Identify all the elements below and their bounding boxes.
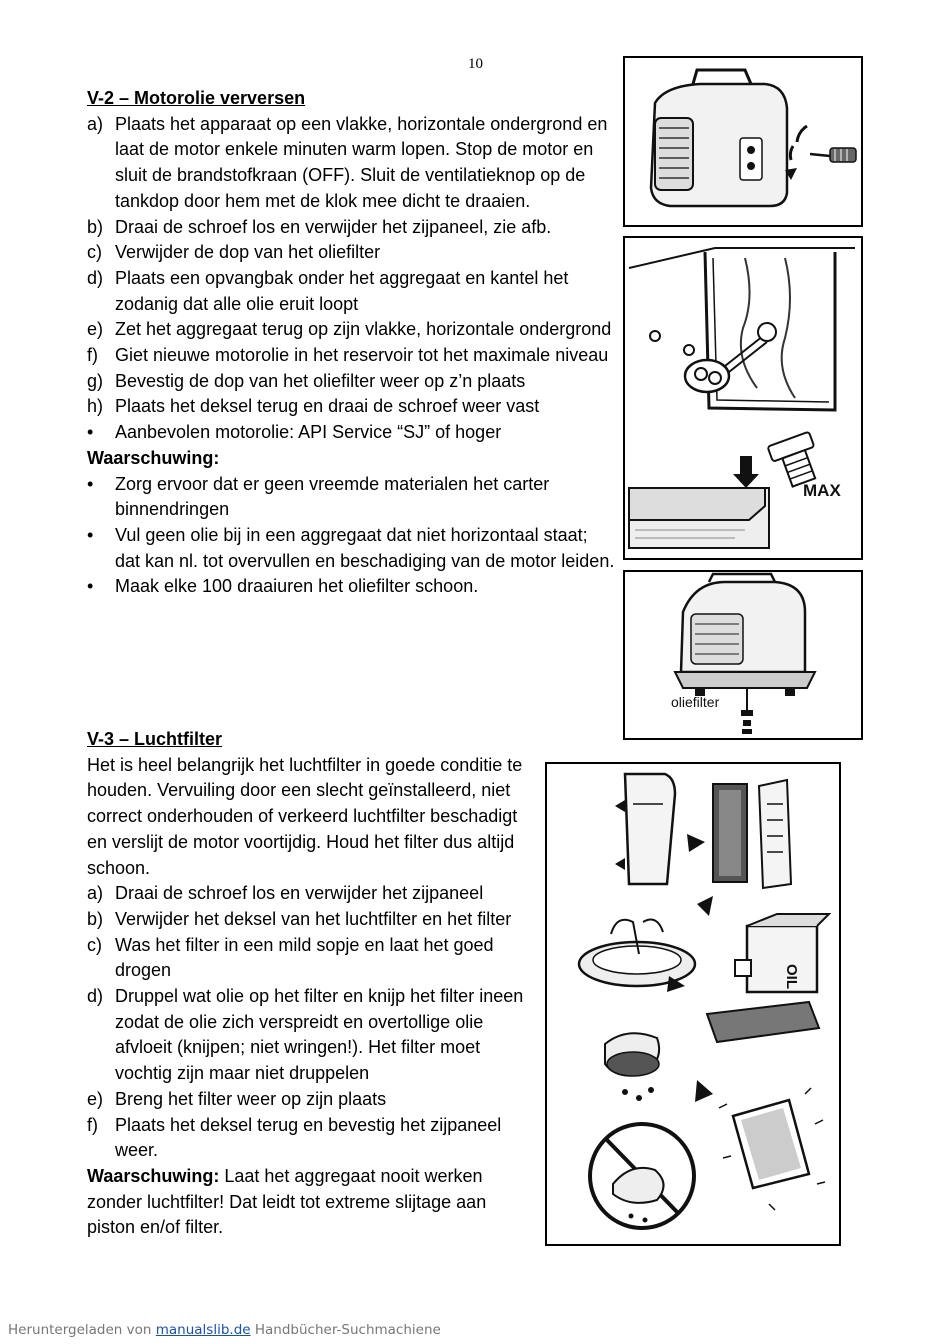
list-item-text: Draai de schroef los en verwijder het zijpaneel, zie afb. <box>115 216 552 237</box>
list-marker: f) <box>87 1114 98 1135</box>
list-marker: e) <box>87 319 104 340</box>
warning-title: Waarschuwing: <box>87 447 220 468</box>
list-item <box>87 240 615 266</box>
bullet: • <box>87 473 94 494</box>
list-marker: a) <box>87 113 104 134</box>
list-item <box>87 907 537 933</box>
list-item-text: Vul geen olie bij in een aggregaat dat niet horizontaal staat; dat kan nl. tot overvullen en beschadiging van de motor leiden. <box>115 524 615 571</box>
list-marker: d) <box>87 267 104 288</box>
list-item-text: Breng het filter weer op zijn plaats <box>115 1088 387 1109</box>
oil-filter-illustration <box>625 572 861 738</box>
list-item <box>87 1113 537 1164</box>
list-item <box>87 574 615 600</box>
oil-label: OIL <box>783 964 800 989</box>
list-item-text: Aanbevolen motorolie: API Service “SJ” of hoger <box>115 422 502 443</box>
generator-screwdriver-illustration <box>625 58 861 225</box>
list-item <box>87 266 615 317</box>
list-item <box>87 933 537 984</box>
figure-generator-screwdriver <box>623 56 863 227</box>
list-item-text: Was het filter in een mild sopje en laat het goed drogen <box>115 934 494 981</box>
list-item-text: Druppel wat olie op het filter en knijp het filter ineen zodat de olie zich verspreidt en overtollige olie afvloeit (knijpen; niet wringen!). Het filter moet vochtig zijn maar niet druppelen <box>115 986 524 1084</box>
list-item <box>87 343 615 369</box>
list-item-text: Zet het aggregaat terug op zijn vlakke, horizontale ondergrond <box>115 319 612 340</box>
bullet: • <box>87 576 94 597</box>
footer-prefix: Heruntergeladen von <box>8 1322 156 1338</box>
list-marker: h) <box>87 396 104 417</box>
list-item <box>87 881 537 907</box>
list-marker: e) <box>87 1088 104 1109</box>
list-item <box>87 523 615 574</box>
list-marker: d) <box>87 986 104 1007</box>
list-marker: b) <box>87 908 104 929</box>
list-item-text: Giet nieuwe motorolie in het reservoir tot het maximale niveau <box>115 345 609 366</box>
list-item-text: Plaats het deksel terug en draai de schroef weer vast <box>115 396 540 417</box>
side-panel-illustration <box>625 238 861 558</box>
list-item-text: Zorg ervoor dat er geen vreemde materialen het carter binnendringen <box>115 473 550 520</box>
bullet: • <box>87 524 94 545</box>
list-item <box>87 317 615 343</box>
list-item-text: Plaats het apparaat op een vlakke, horizontale ondergrond en laat de motor enkele minuten warm lopen. Stop de motor en sluit de brandstofkraan (OFF). Sluit de ventilatieknop op de tankdop door hem met de klok mee dicht te draaien. <box>115 113 608 211</box>
list-item-text: Plaats een opvangbak onder het aggregaat en kantel het zodanig dat alle olie eruit loopt <box>115 267 569 314</box>
list-marker: c) <box>87 934 102 955</box>
figure-oil-filter <box>623 570 863 740</box>
max-label: MAX <box>803 481 841 500</box>
list-item-text: Bevestig de dop van het oliefilter weer op z’n plaats <box>115 370 526 391</box>
footer-suffix: Handbücher-Suchmachiene <box>250 1322 441 1338</box>
list-marker: b) <box>87 216 104 237</box>
list-item-text: Verwijder het deksel van het luchtfilter en het filter <box>115 908 512 929</box>
warning-text: Laat het aggregaat nooit werken zonder luchtfilter! Dat leidt tot extreme slijtage aan piston en/of filter. <box>87 1165 487 1238</box>
air-filter-warning <box>87 1164 537 1241</box>
air-filter-cleaning-illustration <box>547 764 839 1244</box>
section-title-oil-change: V-2 – Motorolie verversen <box>87 88 306 108</box>
warning-title: Waarschuwing: <box>87 1165 220 1186</box>
list-item-text: Verwijder de dop van het oliefilter <box>115 242 381 263</box>
oilfilter-label: oliefilter <box>671 694 720 710</box>
list-marker: f) <box>87 345 98 366</box>
footer <box>8 1322 441 1338</box>
list-item-text: Plaats het deksel terug en bevestig het zijpaneel weer. <box>115 1114 502 1161</box>
air-filter-intro: Het is heel belangrijk het luchtfilter in goede conditie te houden. Vervuiling door een slecht geïnstalleerd, niet correct onderhouden of verkeerd luchtfilter beschadigt en verslijt de motor voortijdig. Houd het filter dus altijd schoon. <box>87 754 523 878</box>
list-item <box>87 984 537 1087</box>
list-item <box>87 215 615 241</box>
list-item <box>87 369 615 395</box>
figure-side-panel <box>623 236 863 560</box>
list-marker: g) <box>87 370 104 391</box>
list-marker: • <box>87 422 94 443</box>
list-item <box>87 1087 537 1113</box>
list-marker: c) <box>87 242 102 263</box>
figure-air-filter-cleaning <box>545 762 841 1246</box>
footer-link[interactable]: manualslib.de <box>155 1322 251 1338</box>
list-item-text: Draai de schroef los en verwijder het zijpaneel <box>115 883 484 904</box>
section-oil-change <box>87 86 615 600</box>
section-air-filter <box>87 727 537 1241</box>
list-item <box>87 472 615 523</box>
oil-change-steps <box>87 112 615 446</box>
section-title-air-filter: V-3 – Luchtfilter <box>87 729 223 749</box>
list-marker: a) <box>87 883 104 904</box>
list-item <box>87 112 615 215</box>
list-item <box>87 394 615 420</box>
list-item-text: Maak elke 100 draaiuren het oliefilter schoon. <box>115 576 479 597</box>
list-item <box>87 420 615 446</box>
page-number: 10 <box>468 56 483 72</box>
warning-list <box>87 472 615 601</box>
air-filter-steps <box>87 881 537 1164</box>
